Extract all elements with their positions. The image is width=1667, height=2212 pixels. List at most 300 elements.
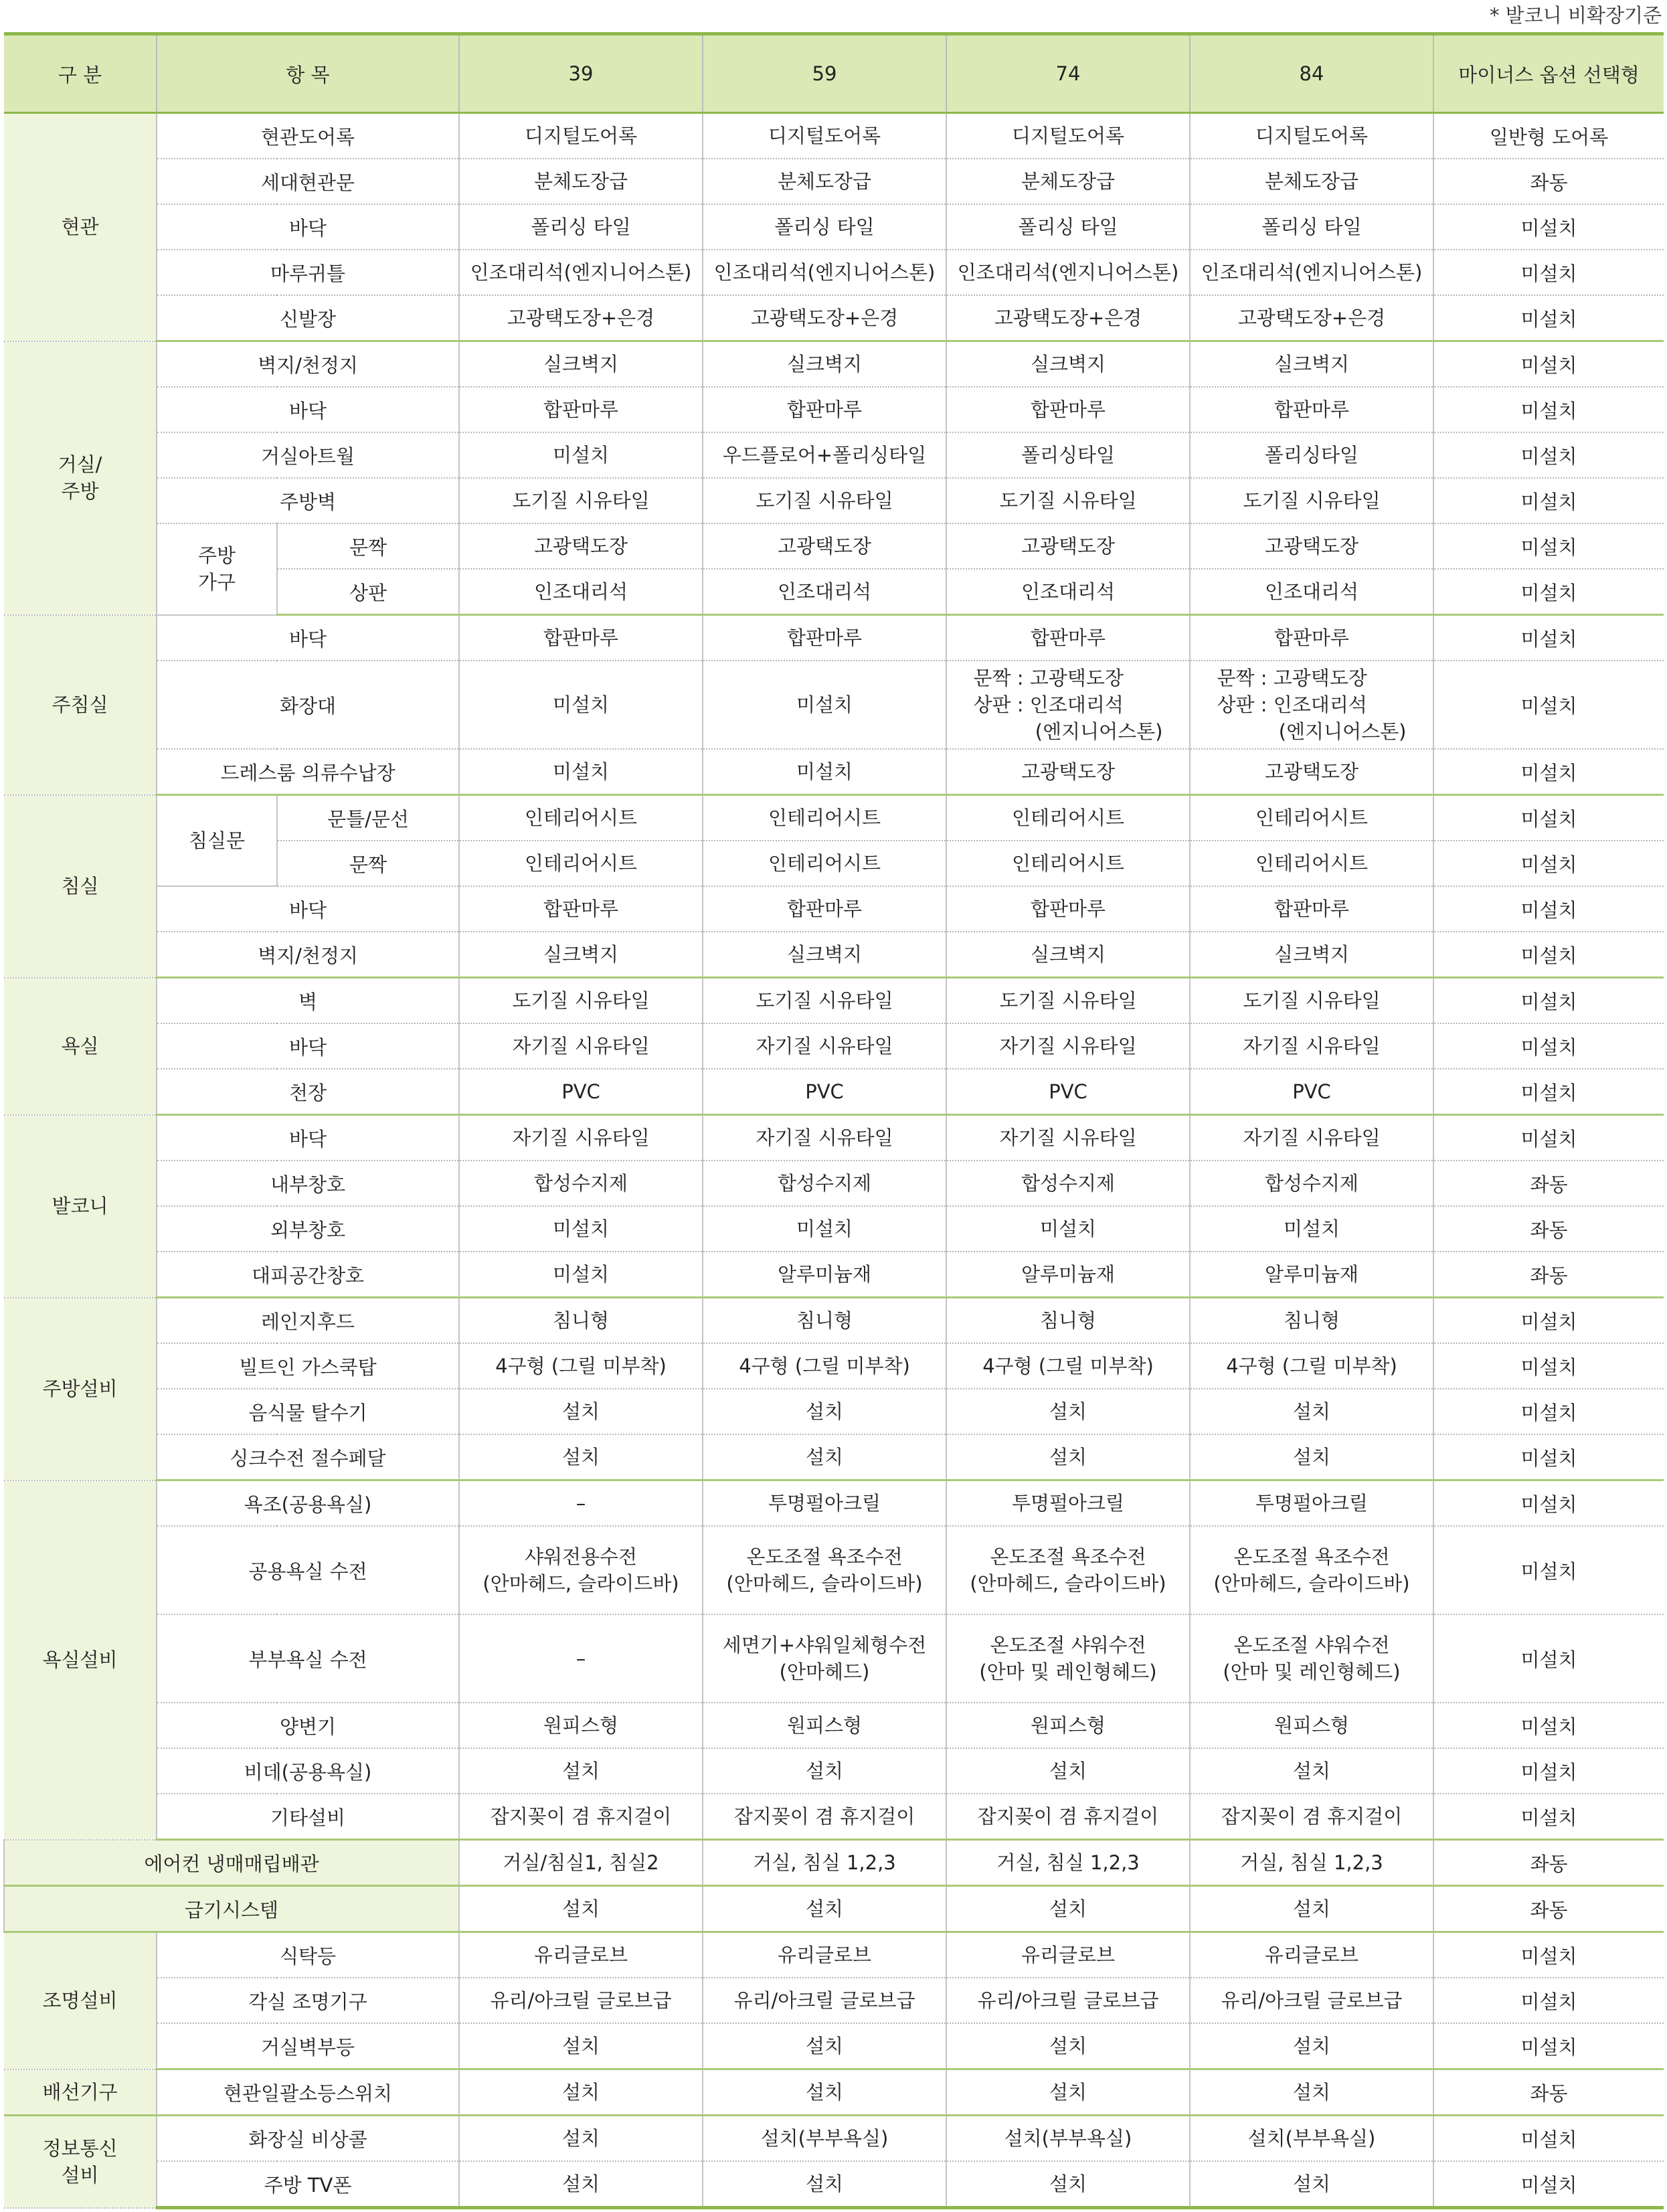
category-cell: 조명설비 <box>4 1932 157 2069</box>
minus-option-cell: 미설치 <box>1433 932 1664 978</box>
value-text: 도기질 시유타일 <box>999 489 1137 512</box>
value-text: 실크벽지 <box>1030 943 1106 966</box>
value-cell-39 <box>459 978 703 1024</box>
value-text: 미설치 <box>552 444 610 466</box>
minus-option-cell: 미설치 <box>1433 569 1664 615</box>
value-text: 침니형 <box>552 1309 610 1332</box>
value-text: 자기질 시유타일 <box>756 1035 893 1057</box>
value-cell-74 <box>946 569 1190 615</box>
value-cell-74 <box>946 1480 1190 1527</box>
value-text: 미설치 <box>552 760 610 783</box>
value-cell-39 <box>459 2161 703 2208</box>
value-cell-84 <box>1190 341 1433 388</box>
value-text: 분체도장급 <box>1264 170 1359 193</box>
value-text: 설치 <box>1292 1400 1331 1423</box>
value-text: 도기질 시유타일 <box>512 489 650 512</box>
item-cell: 식탁등 <box>157 1932 459 1978</box>
value-cell-39 <box>459 1978 703 2023</box>
value-cell-74 <box>946 1023 1190 1069</box>
value-text: 도기질 시유타일 <box>1243 989 1381 1012</box>
value-text: 미설치 <box>796 760 853 783</box>
minus-option-cell: 좌동 <box>1433 1840 1664 1886</box>
value-cell-74 <box>946 749 1190 795</box>
value-text: 합판마루 <box>1030 898 1106 920</box>
header-item: 항 목 <box>157 34 459 113</box>
value-text: 설치 <box>1292 2035 1331 2057</box>
value-cell-39 <box>459 1840 703 1886</box>
value-cell-84 <box>1190 1932 1433 1978</box>
value-cell-59 <box>703 932 946 978</box>
value-cell-84 <box>1190 1069 1433 1115</box>
value-cell-59 <box>703 2069 946 2116</box>
item-cell: 각실 조명기구 <box>157 1978 459 2023</box>
value-text: 잡지꽂이 겸 휴지걸이 <box>977 1805 1159 1828</box>
category-cell: 욕실설비 <box>4 1480 157 1840</box>
item-cell: 벽 <box>157 978 459 1024</box>
value-text: 설치 <box>1049 2081 1087 2104</box>
minus-option-cell: 좌동 <box>1433 1886 1664 1932</box>
value-text: 미설치 <box>796 1217 853 1240</box>
value-text: 자기질 시유타일 <box>756 1126 893 1149</box>
value-text: 폴리싱 타일 <box>1261 216 1362 238</box>
value-cell-39 <box>459 1069 703 1115</box>
value-text: 미설치 <box>552 1263 610 1286</box>
value-text: 온도조절 욕조수전 (안마헤드, 슬라이드바) <box>970 1545 1166 1595</box>
table-row <box>4 159 1664 204</box>
value-cell-74 <box>946 795 1190 841</box>
table-row <box>4 387 1664 432</box>
value-cell-39 <box>459 1526 703 1614</box>
category-cell: 발코니 <box>4 1115 157 1298</box>
value-cell-59 <box>703 978 946 1024</box>
value-text: 설치 <box>805 1446 844 1468</box>
minus-option-cell: 미설치 <box>1433 1434 1664 1480</box>
value-text: 디지털도어록 <box>768 124 881 147</box>
table-row <box>4 932 1664 978</box>
value-cell-39 <box>459 1252 703 1298</box>
value-text: 설치 <box>561 1400 600 1423</box>
value-cell-74 <box>946 1703 1190 1748</box>
table-row <box>4 1252 1664 1298</box>
value-cell-59 <box>703 1840 946 1886</box>
item-cell: 문짝 <box>277 523 459 569</box>
value-cell-59 <box>703 295 946 341</box>
item-cell: 급기시스템 <box>4 1886 459 1932</box>
subcategory-cell: 주방 가구 <box>157 523 277 615</box>
value-text: 고광택도장 <box>777 535 872 558</box>
value-cell-84 <box>1190 1206 1433 1252</box>
value-text: 온도조절 욕조수전 (안마헤드, 슬라이드바) <box>726 1545 923 1595</box>
table-row <box>4 661 1664 749</box>
table-row <box>4 1794 1664 1840</box>
value-text: 디지털도어록 <box>1255 124 1369 147</box>
value-cell-74 <box>946 1794 1190 1840</box>
value-cell-39 <box>459 2069 703 2116</box>
value-cell-39 <box>459 159 703 204</box>
value-cell-84 <box>1190 1480 1433 1527</box>
item-cell: 양변기 <box>157 1703 459 1748</box>
value-text: 미설치 <box>1039 1217 1097 1240</box>
value-cell-74 <box>946 523 1190 569</box>
item-cell: 바닥 <box>157 615 459 661</box>
value-cell-39 <box>459 1614 703 1703</box>
value-cell-84 <box>1190 1161 1433 1206</box>
value-text: PVC <box>1049 1080 1087 1103</box>
minus-option-cell: 미설치 <box>1433 841 1664 886</box>
value-text: 인조대리석 <box>533 580 628 603</box>
value-cell-84 <box>1190 204 1433 250</box>
item-cell: 레인지후드 <box>157 1298 459 1344</box>
value-cell-84 <box>1190 432 1433 478</box>
value-cell-74 <box>946 1343 1190 1389</box>
value-cell-59 <box>703 661 946 749</box>
item-cell: 부부욕실 수전 <box>157 1614 459 1703</box>
value-text: 투명펄아크릴 <box>1011 1492 1125 1515</box>
value-cell-74 <box>946 1115 1190 1161</box>
value-cell-59 <box>703 1252 946 1298</box>
value-text: 합판마루 <box>786 626 863 649</box>
table-row <box>4 886 1664 932</box>
value-cell-59 <box>703 1298 946 1344</box>
value-cell-74 <box>946 1206 1190 1252</box>
value-text: 온도조절 샤워수전 (안마 및 레인형헤드) <box>1223 1634 1401 1683</box>
value-text: 유리글로브 <box>1021 1944 1116 1966</box>
value-text: 문짝 : 고광택도장 상판 : 인조대리석 (엔지니어스톤) <box>1217 667 1407 743</box>
value-text: 유리글로브 <box>533 1944 628 1966</box>
value-cell-39 <box>459 295 703 341</box>
value-cell-84 <box>1190 2116 1433 2162</box>
item-cell: 마루귀틀 <box>157 250 459 295</box>
value-cell-74 <box>946 1748 1190 1794</box>
minus-option-cell: 미설치 <box>1433 886 1664 932</box>
value-cell-74 <box>946 615 1190 661</box>
value-text: 설치 <box>805 1897 844 1920</box>
value-cell-39 <box>459 1932 703 1978</box>
value-cell-59 <box>703 2116 946 2162</box>
value-text: 인조대리석(엔지니어스톤) <box>713 261 936 284</box>
category-cell: 주침실 <box>4 615 157 795</box>
subcategory-cell: 침실문 <box>157 795 277 887</box>
value-text: 설치 <box>805 1760 844 1782</box>
value-cell-74 <box>946 2069 1190 2116</box>
minus-option-cell: 미설치 <box>1433 1794 1664 1840</box>
table-row <box>4 478 1664 523</box>
item-cell: 싱크수전 절수페달 <box>157 1434 459 1480</box>
value-text: 유리/아크릴 글로브급 <box>977 1989 1159 2012</box>
value-text: 도기질 시유타일 <box>512 989 650 1012</box>
table-row <box>4 432 1664 478</box>
item-cell: 외부창호 <box>157 1206 459 1252</box>
table-row <box>4 1978 1664 2023</box>
value-text: 합판마루 <box>1030 398 1106 421</box>
value-cell-59 <box>703 523 946 569</box>
value-text: 온도조절 샤워수전 (안마 및 레인형헤드) <box>979 1634 1157 1683</box>
value-cell-74 <box>946 1161 1190 1206</box>
value-text: 합판마루 <box>1274 398 1350 421</box>
minus-option-cell: 미설치 <box>1433 978 1664 1024</box>
value-text: 세면기+샤워일체형수전 (안마헤드) <box>722 1634 927 1683</box>
value-cell-59 <box>703 432 946 478</box>
value-cell-84 <box>1190 886 1433 932</box>
value-text: 설치 <box>805 2035 844 2057</box>
value-cell-39 <box>459 204 703 250</box>
value-text: 유리/아크릴 글로브급 <box>733 1989 915 2012</box>
value-cell-84 <box>1190 159 1433 204</box>
value-text: 실크벽지 <box>543 353 619 375</box>
value-text: 합판마루 <box>543 626 619 649</box>
value-cell-59 <box>703 1614 946 1703</box>
value-cell-39 <box>459 932 703 978</box>
value-cell-84 <box>1190 113 1433 159</box>
minus-option-cell: 미설치 <box>1433 2161 1664 2208</box>
value-text: 고광택도장+은경 <box>750 307 899 329</box>
item-cell: 천장 <box>157 1069 459 1115</box>
value-cell-59 <box>703 250 946 295</box>
table-row <box>4 1343 1664 1389</box>
value-cell-84 <box>1190 478 1433 523</box>
category-cell: 침실 <box>4 795 157 978</box>
item-cell: 주방벽 <box>157 478 459 523</box>
minus-option-cell: 미설치 <box>1433 1298 1664 1344</box>
value-text: 거실, 침실 1,2,3 <box>753 1851 896 1874</box>
value-text: 도기질 시유타일 <box>999 989 1137 1012</box>
table-row <box>4 2161 1664 2208</box>
minus-option-cell: 미설치 <box>1433 1978 1664 2023</box>
item-cell: 대피공간창호 <box>157 1252 459 1298</box>
value-text: 설치 <box>561 2127 600 2150</box>
value-text: 설치 <box>1049 2035 1087 2057</box>
value-text: 잡지꽂이 겸 휴지걸이 <box>733 1805 915 1828</box>
category-cell: 욕실 <box>4 978 157 1115</box>
value-text: PVC <box>805 1080 844 1103</box>
item-cell: 상판 <box>277 569 459 615</box>
value-cell-39 <box>459 1161 703 1206</box>
value-cell-84 <box>1190 2023 1433 2069</box>
value-text: 설치 <box>1292 1897 1331 1920</box>
value-text: PVC <box>561 1080 600 1103</box>
value-cell-74 <box>946 1252 1190 1298</box>
value-text: 설치 <box>1292 2081 1331 2104</box>
item-cell: 내부창호 <box>157 1161 459 1206</box>
value-text: 자기질 시유타일 <box>512 1126 650 1149</box>
value-cell-74 <box>946 295 1190 341</box>
value-cell-59 <box>703 1434 946 1480</box>
value-cell-59 <box>703 795 946 841</box>
value-cell-84 <box>1190 1434 1433 1480</box>
header-type-84: 84 <box>1190 34 1433 113</box>
value-cell-59 <box>703 204 946 250</box>
value-text: 합판마루 <box>1274 626 1350 649</box>
minus-option-cell: 미설치 <box>1433 2116 1664 2162</box>
minus-option-cell: 미설치 <box>1433 387 1664 432</box>
value-text: 설치 <box>561 2173 600 2195</box>
value-cell-84 <box>1190 1748 1433 1794</box>
value-cell-59 <box>703 341 946 388</box>
value-cell-84 <box>1190 1840 1433 1886</box>
value-text: 합성수지제 <box>777 1172 872 1195</box>
value-text: 4구형 (그릴 미부착) <box>1226 1355 1397 1377</box>
item-cell: 바닥 <box>157 1023 459 1069</box>
value-cell-74 <box>946 1434 1190 1480</box>
value-text: 자기질 시유타일 <box>512 1035 650 1057</box>
value-text: 고광택도장+은경 <box>1237 307 1386 329</box>
minus-option-cell: 미설치 <box>1433 478 1664 523</box>
value-cell-39 <box>459 749 703 795</box>
value-text: 실크벽지 <box>1030 353 1106 375</box>
value-text: 설치(부부욕실) <box>1247 2127 1376 2150</box>
value-text: 디지털도어록 <box>524 124 638 147</box>
value-text: 거실/침실1, 침실2 <box>503 1851 659 1874</box>
value-text: 설치 <box>1049 1760 1087 1782</box>
minus-option-cell: 미설치 <box>1433 1343 1664 1389</box>
value-cell-39 <box>459 1748 703 1794</box>
table-row <box>4 615 1664 661</box>
value-text: 설치(부부욕실) <box>1004 2127 1132 2150</box>
value-text: 인조대리석(엔지니어스톤) <box>957 261 1179 284</box>
value-cell-59 <box>703 886 946 932</box>
value-cell-74 <box>946 1932 1190 1978</box>
value-cell-59 <box>703 1748 946 1794</box>
value-text: 유리글로브 <box>1264 1944 1359 1966</box>
value-cell-39 <box>459 432 703 478</box>
value-cell-84 <box>1190 841 1433 886</box>
value-cell-74 <box>946 2161 1190 2208</box>
minus-option-cell: 미설치 <box>1433 250 1664 295</box>
table-row <box>4 1748 1664 1794</box>
item-cell: 현관도어록 <box>157 113 459 159</box>
table-row <box>4 1115 1664 1161</box>
value-text: 디지털도어록 <box>1011 124 1125 147</box>
value-cell-74 <box>946 478 1190 523</box>
value-cell-39 <box>459 1023 703 1069</box>
value-text: 고광택도장 <box>1264 535 1359 558</box>
table-row <box>4 1023 1664 1069</box>
value-cell-59 <box>703 1932 946 1978</box>
value-text: 유리/아크릴 글로브급 <box>490 1989 672 2012</box>
value-cell-74 <box>946 387 1190 432</box>
table-row <box>4 523 1664 569</box>
minus-option-cell: 일반형 도어록 <box>1433 113 1664 159</box>
value-text: 투명펄아크릴 <box>1255 1492 1369 1515</box>
value-cell-84 <box>1190 661 1433 749</box>
table-row <box>4 1886 1664 1932</box>
value-text: 침니형 <box>796 1309 853 1332</box>
value-cell-59 <box>703 569 946 615</box>
minus-option-cell: 좌동 <box>1433 159 1664 204</box>
value-cell-59 <box>703 478 946 523</box>
minus-option-cell: 미설치 <box>1433 615 1664 661</box>
value-cell-59 <box>703 1703 946 1748</box>
item-cell: 벽지/천정지 <box>157 932 459 978</box>
value-text: 인테리어시트 <box>1011 852 1125 875</box>
value-cell-84 <box>1190 250 1433 295</box>
value-text: 설치 <box>805 2173 844 2195</box>
value-cell-74 <box>946 1069 1190 1115</box>
value-cell-59 <box>703 1389 946 1434</box>
value-text: 인테리어시트 <box>524 852 638 875</box>
value-text: 원피스형 <box>543 1714 619 1737</box>
value-text: 설치 <box>1292 1760 1331 1782</box>
table-row <box>4 1434 1664 1480</box>
minus-option-cell: 좌동 <box>1433 1161 1664 1206</box>
header-type-39: 39 <box>459 34 703 113</box>
minus-option-cell: 미설치 <box>1433 1480 1664 1527</box>
value-text: 인조대리석 <box>1264 580 1359 603</box>
minus-option-cell: 미설치 <box>1433 1614 1664 1703</box>
value-text: 고광택도장 <box>1264 760 1359 783</box>
minus-option-cell: 미설치 <box>1433 1526 1664 1614</box>
category-cell: 거실/ 주방 <box>4 341 157 615</box>
value-cell-39 <box>459 1389 703 1434</box>
item-cell: 세대현관문 <box>157 159 459 204</box>
value-text: 문짝 : 고광택도장 상판 : 인조대리석 (엔지니어스톤) <box>973 667 1163 743</box>
value-cell-39 <box>459 661 703 749</box>
item-cell: 문짝 <box>277 841 459 886</box>
value-cell-59 <box>703 615 946 661</box>
item-cell: 신발장 <box>157 295 459 341</box>
value-text: 합판마루 <box>1030 626 1106 649</box>
minus-option-cell: 미설치 <box>1433 523 1664 569</box>
value-cell-59 <box>703 1480 946 1527</box>
value-text: 분체도장급 <box>1021 170 1116 193</box>
value-cell-39 <box>459 341 703 388</box>
value-cell-74 <box>946 1840 1190 1886</box>
value-cell-74 <box>946 841 1190 886</box>
value-cell-84 <box>1190 523 1433 569</box>
value-cell-59 <box>703 1526 946 1614</box>
value-cell-39 <box>459 1115 703 1161</box>
value-cell-39 <box>459 523 703 569</box>
value-text: 인테리어시트 <box>1255 852 1369 875</box>
item-cell: 드레스룸 의류수납장 <box>157 749 459 795</box>
value-cell-74 <box>946 341 1190 388</box>
table-row <box>4 1389 1664 1434</box>
value-cell-74 <box>946 661 1190 749</box>
value-cell-59 <box>703 1161 946 1206</box>
value-text: 폴리싱타일 <box>1021 444 1116 466</box>
value-text: 인테리어시트 <box>768 806 881 829</box>
minus-option-cell: 미설치 <box>1433 1115 1664 1161</box>
table-row <box>4 1161 1664 1206</box>
value-cell-74 <box>946 1298 1190 1344</box>
value-cell-59 <box>703 841 946 886</box>
value-cell-59 <box>703 2023 946 2069</box>
value-text: 합성수지제 <box>1021 1172 1116 1195</box>
value-text: 미설치 <box>1283 1217 1340 1240</box>
value-cell-84 <box>1190 387 1433 432</box>
value-cell-84 <box>1190 932 1433 978</box>
item-cell: 바닥 <box>157 387 459 432</box>
value-cell-74 <box>946 1886 1190 1932</box>
value-cell-59 <box>703 1115 946 1161</box>
value-text: 미설치 <box>552 1217 610 1240</box>
value-cell-74 <box>946 113 1190 159</box>
value-text: 침니형 <box>1039 1309 1097 1332</box>
minus-option-cell: 미설치 <box>1433 1389 1664 1434</box>
value-text: 자기질 시유타일 <box>1243 1035 1381 1057</box>
value-text: 실크벽지 <box>786 943 863 966</box>
value-text: 도기질 시유타일 <box>756 989 893 1012</box>
value-text: 설치 <box>561 1897 600 1920</box>
value-text: 거실, 침실 1,2,3 <box>1240 1851 1383 1874</box>
category-cell: 정보통신 설비 <box>4 2116 157 2208</box>
value-cell-84 <box>1190 1343 1433 1389</box>
value-text: 고광택도장 <box>533 535 628 558</box>
table-row <box>4 749 1664 795</box>
value-text: 실크벽지 <box>1274 353 1350 375</box>
value-cell-39 <box>459 886 703 932</box>
value-cell-39 <box>459 2023 703 2069</box>
